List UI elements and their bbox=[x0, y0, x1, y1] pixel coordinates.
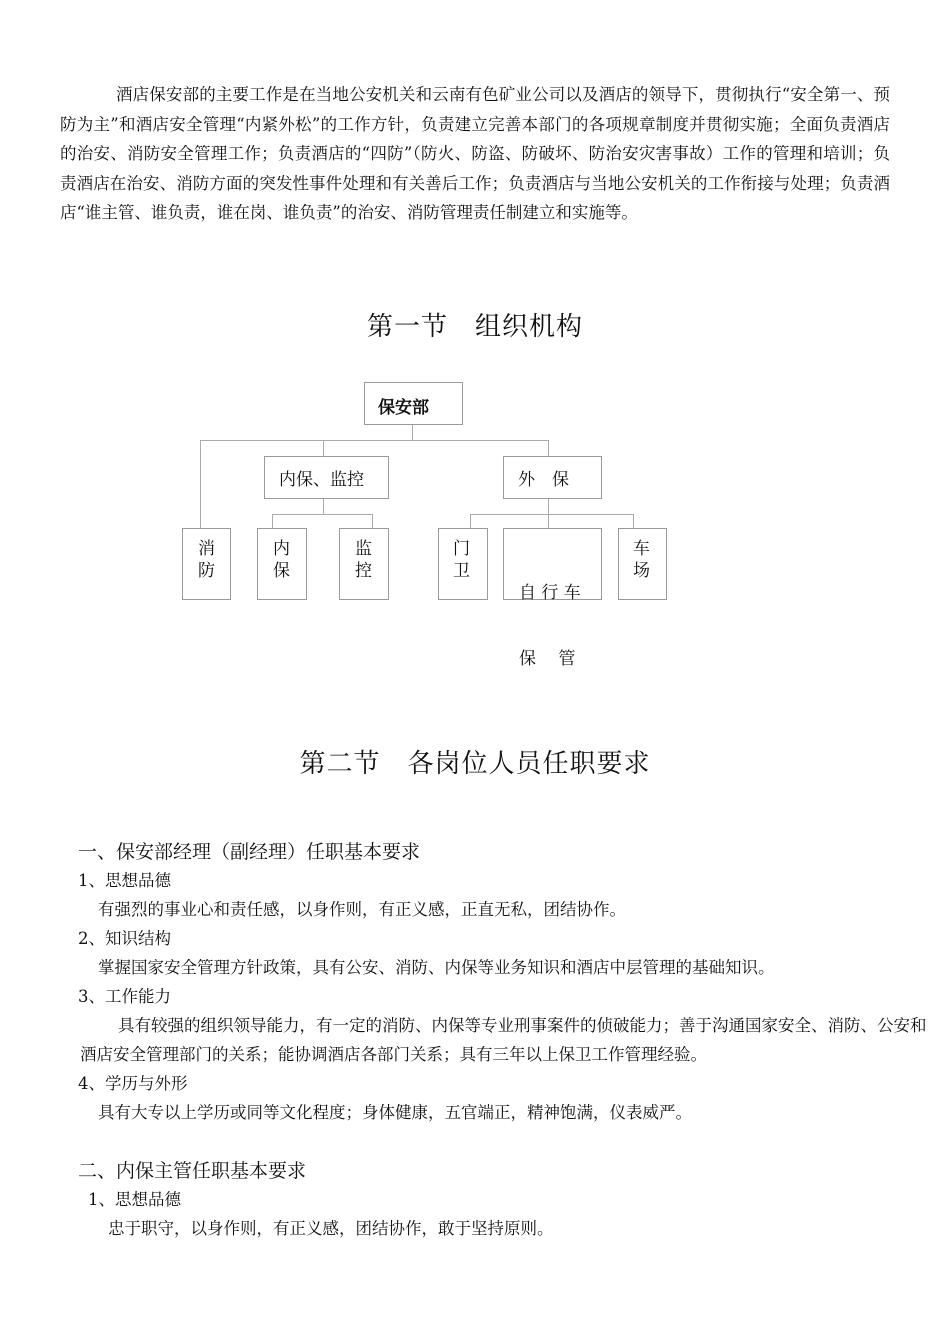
org-neibao-leaf-box bbox=[257, 528, 307, 600]
manager-item4-text: 具有大专以上学历或同等文化程度；身体健康，五官端正，精神饱满，仪表威严。 bbox=[98, 1103, 692, 1122]
intro-section bbox=[60, 80, 890, 228]
org-menwei-box bbox=[438, 528, 488, 600]
org-leaf-line: 内 bbox=[273, 539, 290, 559]
manager-item1-text: 有强烈的事业心和责任感，以身作则，有正义感，正直无私，团结协作。 bbox=[98, 900, 626, 919]
org-jiankong-box bbox=[339, 528, 389, 600]
manager-item4-title: 4、学历与外形 bbox=[78, 1074, 188, 1093]
org-neibao-label: 内保、监控 bbox=[279, 470, 364, 490]
manager-item2-text: 掌握国家安全管理方针政策，具有公安、消防、内保等业务知识和酒店中层管理的基础知识。 bbox=[98, 958, 775, 977]
connector-line bbox=[323, 440, 324, 456]
connector-line bbox=[548, 514, 549, 528]
org-leaf-line: 自 行 车 bbox=[519, 583, 581, 603]
connector-line bbox=[372, 514, 373, 528]
org-leaf-line: 卫 bbox=[453, 561, 470, 581]
org-waibao-box bbox=[503, 456, 602, 499]
connector-line bbox=[200, 440, 201, 528]
org-xiaofang-box bbox=[182, 528, 231, 600]
org-leaf-line: 监 bbox=[355, 539, 372, 559]
connector-line bbox=[548, 498, 549, 514]
org-leaf-line: 场 bbox=[633, 561, 650, 581]
org-neibao-box bbox=[264, 456, 389, 499]
manager-item2-title: 2、知识结构 bbox=[78, 929, 171, 948]
section2-title: 第二节 各岗位人员任职要求 bbox=[299, 749, 651, 779]
connector-line bbox=[200, 440, 549, 441]
connector-line bbox=[272, 514, 273, 528]
connector-line bbox=[323, 498, 324, 514]
org-leaf-line: 控 bbox=[355, 561, 372, 581]
connector-line bbox=[412, 425, 413, 440]
org-leaf-line: 保 管 bbox=[519, 649, 576, 669]
org-leaf-line: 车 bbox=[633, 539, 650, 559]
org-root-box bbox=[364, 382, 463, 425]
supervisor-heading: 二、内保主管任职基本要求 bbox=[78, 1160, 307, 1182]
org-leaf-line: 消 bbox=[198, 539, 215, 559]
manager-item3-title: 3、工作能力 bbox=[78, 987, 171, 1006]
org-root-label: 保安部 bbox=[378, 398, 429, 418]
org-leaf-line: 防 bbox=[198, 561, 215, 581]
supervisor-item1-text: 忠于职守，以身作则，有正义感，团结协作，敢于坚持原则。 bbox=[108, 1219, 554, 1238]
intro-paragraph: 酒店保安部的主要工作是在当地公安机关和云南有色矿业公司以及酒店的领导下，贯彻执行“安全第一、预防为主”和酒店安全管理“内紧外松”的工作方针，负责建立完善本部门的各项规章制度并贯彻实施；全面负责酒店的治安、消防安全管理工作；负责酒店的“四防”（防火、防盗、防破坏、防治安灾害事故）工作的管理和培训；负责酒店在治安、消防方面的突发性事件处理和有关善后工作；负责酒店与当地公安机关的工作衔接与处理；负责酒店“谁主管、谁负责，谁在岗、谁负责”的治安、消防管理责任制建立和实施等。 bbox=[60, 85, 890, 222]
connector-line bbox=[548, 440, 549, 456]
manager-item1-title: 1、思想品德 bbox=[78, 871, 171, 890]
org-leaf-line: 门 bbox=[453, 539, 470, 559]
org-leaf-line: 保 bbox=[273, 561, 290, 581]
connector-line bbox=[633, 514, 634, 528]
manager-heading: 一、保安部经理（副经理）任职基本要求 bbox=[78, 841, 421, 863]
connector-line bbox=[470, 514, 634, 515]
org-waibao-label: 外 保 bbox=[518, 470, 569, 490]
connector-line bbox=[272, 514, 373, 515]
org-chechang-box bbox=[618, 528, 667, 600]
org-zixingche-box bbox=[503, 528, 602, 669]
supervisor-item1-title: 1、思想品德 bbox=[88, 1190, 181, 1209]
connector-line bbox=[470, 514, 471, 528]
section1-title: 第一节 组织机构 bbox=[366, 312, 583, 342]
manager-item3-text: 具有较强的组织领导能力，有一定的消防、内保等专业刑事案件的侦破能力；善于沟通国家安全、消防、公安和酒店安全管理部门的关系；能协调酒店各部门关系；具有三年以上保卫工作管理经验。 bbox=[80, 1016, 927, 1064]
